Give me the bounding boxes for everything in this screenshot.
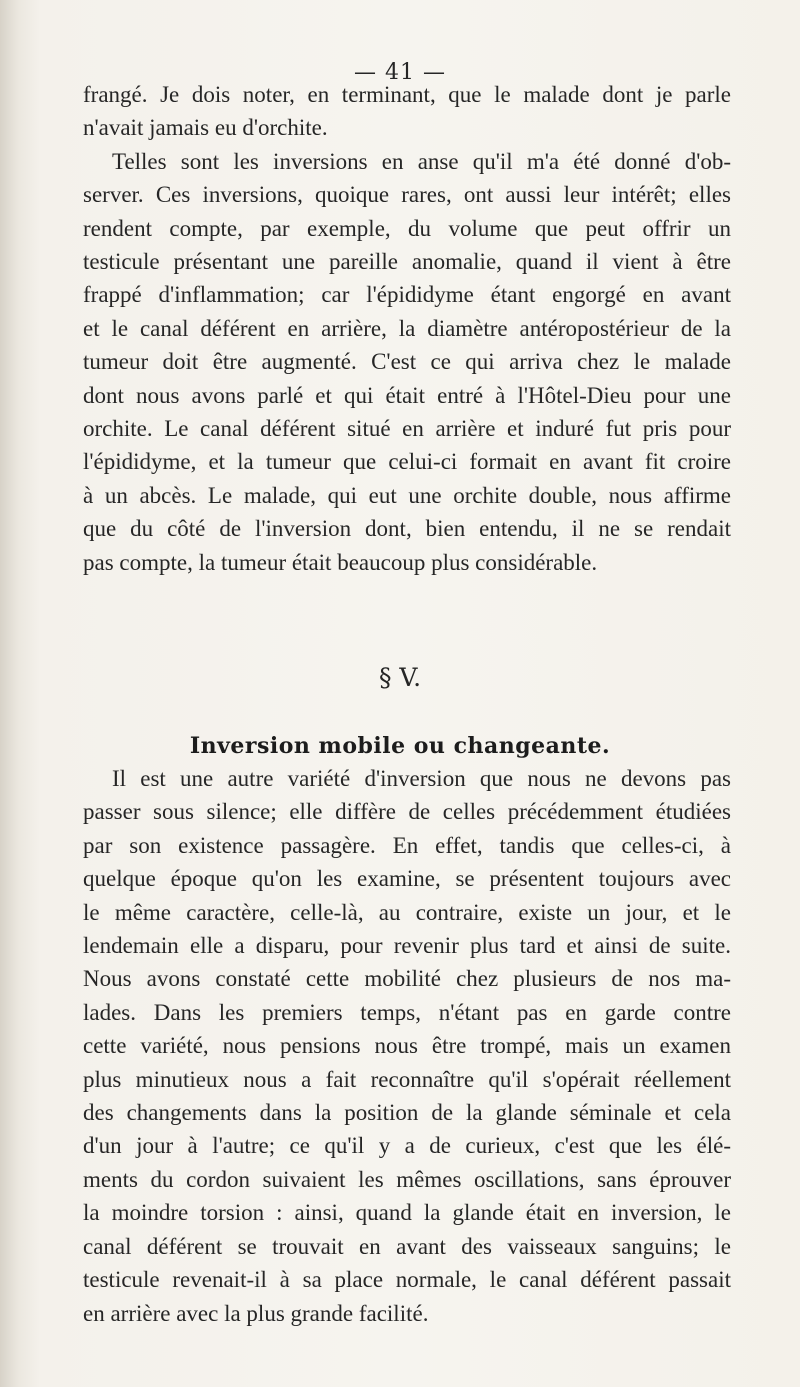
text-line: la moindre torsion : ainsi, quand la glande était en inversion, le <box>83 1200 731 1226</box>
text-line: canal déférent se trouvait en avant des vaisseaux sanguins; le <box>83 1233 731 1259</box>
text-line: Telles sont les inversions en anse qu'il m'a été donné d'ob- <box>112 148 731 174</box>
text-line: que du côté de l'inversion dont, bien entendu, il ne se rendait <box>83 516 731 542</box>
text-line: cette variété, nous pensions nous être trompé, mais un examen <box>83 1033 731 1059</box>
text-line: pas compte, la tumeur était beaucoup plus considérable. <box>83 549 598 575</box>
text-line: frangé. Je dois noter, en terminant, que le malade dont je parle <box>83 82 731 107</box>
text-line: rendent compte, par exemple, du volume que peut offrir un <box>83 215 731 241</box>
text-line: et le canal déférent en arrière, la diamètre antéropostérieur de la <box>83 315 731 341</box>
text-line: tumeur doit être augmenté. C'est ce qui arriva chez le malade <box>83 349 731 375</box>
text-line: des changements dans la position de la glande séminale et cela <box>83 1100 731 1126</box>
page-number: — 41 — <box>354 60 446 85</box>
text-line: lendemain elle a disparu, pour revenir plus tard et ainsi de suite. <box>83 933 731 959</box>
top-text-block <box>83 78 731 579</box>
section-number: § V. <box>378 663 422 692</box>
text-line: orchite. Le canal déférent situé en arrière et induré fut pris pour <box>83 416 731 442</box>
text-line: quelque époque qu'on les examine, se présentent toujours avec <box>83 866 731 892</box>
text-line: à un abcès. Le malade, qui eut une orchite double, nous affirme <box>83 482 731 508</box>
text-line: par son existence passagère. En effet, tandis que celles-ci, à <box>83 832 731 858</box>
section-title: Inversion mobile ou changeante. <box>189 733 611 759</box>
text-line: testicule présentant une pareille anomalie, quand il vient à être <box>83 249 731 275</box>
text-line: l'épididyme, et la tumeur que celui-ci formait en avant fit croire <box>83 449 731 475</box>
text-line: Il est une autre variété d'inversion que nous ne devons pas <box>112 766 731 791</box>
text-line: dont nous avons parlé et qui était entré à l'Hôtel-Dieu pour une <box>83 382 731 408</box>
text-line: Nous avons constaté cette mobilité chez plusieurs de nos ma- <box>83 966 731 992</box>
text-line: frappé d'inflammation; car l'épididyme étant engorgé en avant <box>83 282 731 308</box>
text-line: n'avait jamais eu d'orchite. <box>83 115 328 141</box>
text-line: en arrière avec la plus grande facilité. <box>83 1300 429 1326</box>
text-line: server. Ces inversions, quoique rares, ont aussi leur intérêt; elles <box>83 182 731 208</box>
text-line: le même caractère, celle-là, au contraire, existe un jour, et le <box>83 899 731 925</box>
text-line: plus minutieux nous a fait reconnaître qu'il s'opérait réellement <box>83 1066 731 1092</box>
text-line: ments du cordon suivaient les mêmes oscillations, sans éprouver <box>83 1166 731 1192</box>
text-line: testicule revenait-il à sa place normale, le canal déférent passait <box>83 1267 731 1293</box>
text-line: lades. Dans les premiers temps, n'étant pas en garde contre <box>83 999 731 1025</box>
text-line: d'un jour à l'autre; ce qu'il y a de curieux, c'est que les élé- <box>83 1133 731 1159</box>
text-line: passer sous silence; elle diffère de celles précédemment étudiées <box>83 799 731 825</box>
bottom-text-block <box>83 762 731 1330</box>
